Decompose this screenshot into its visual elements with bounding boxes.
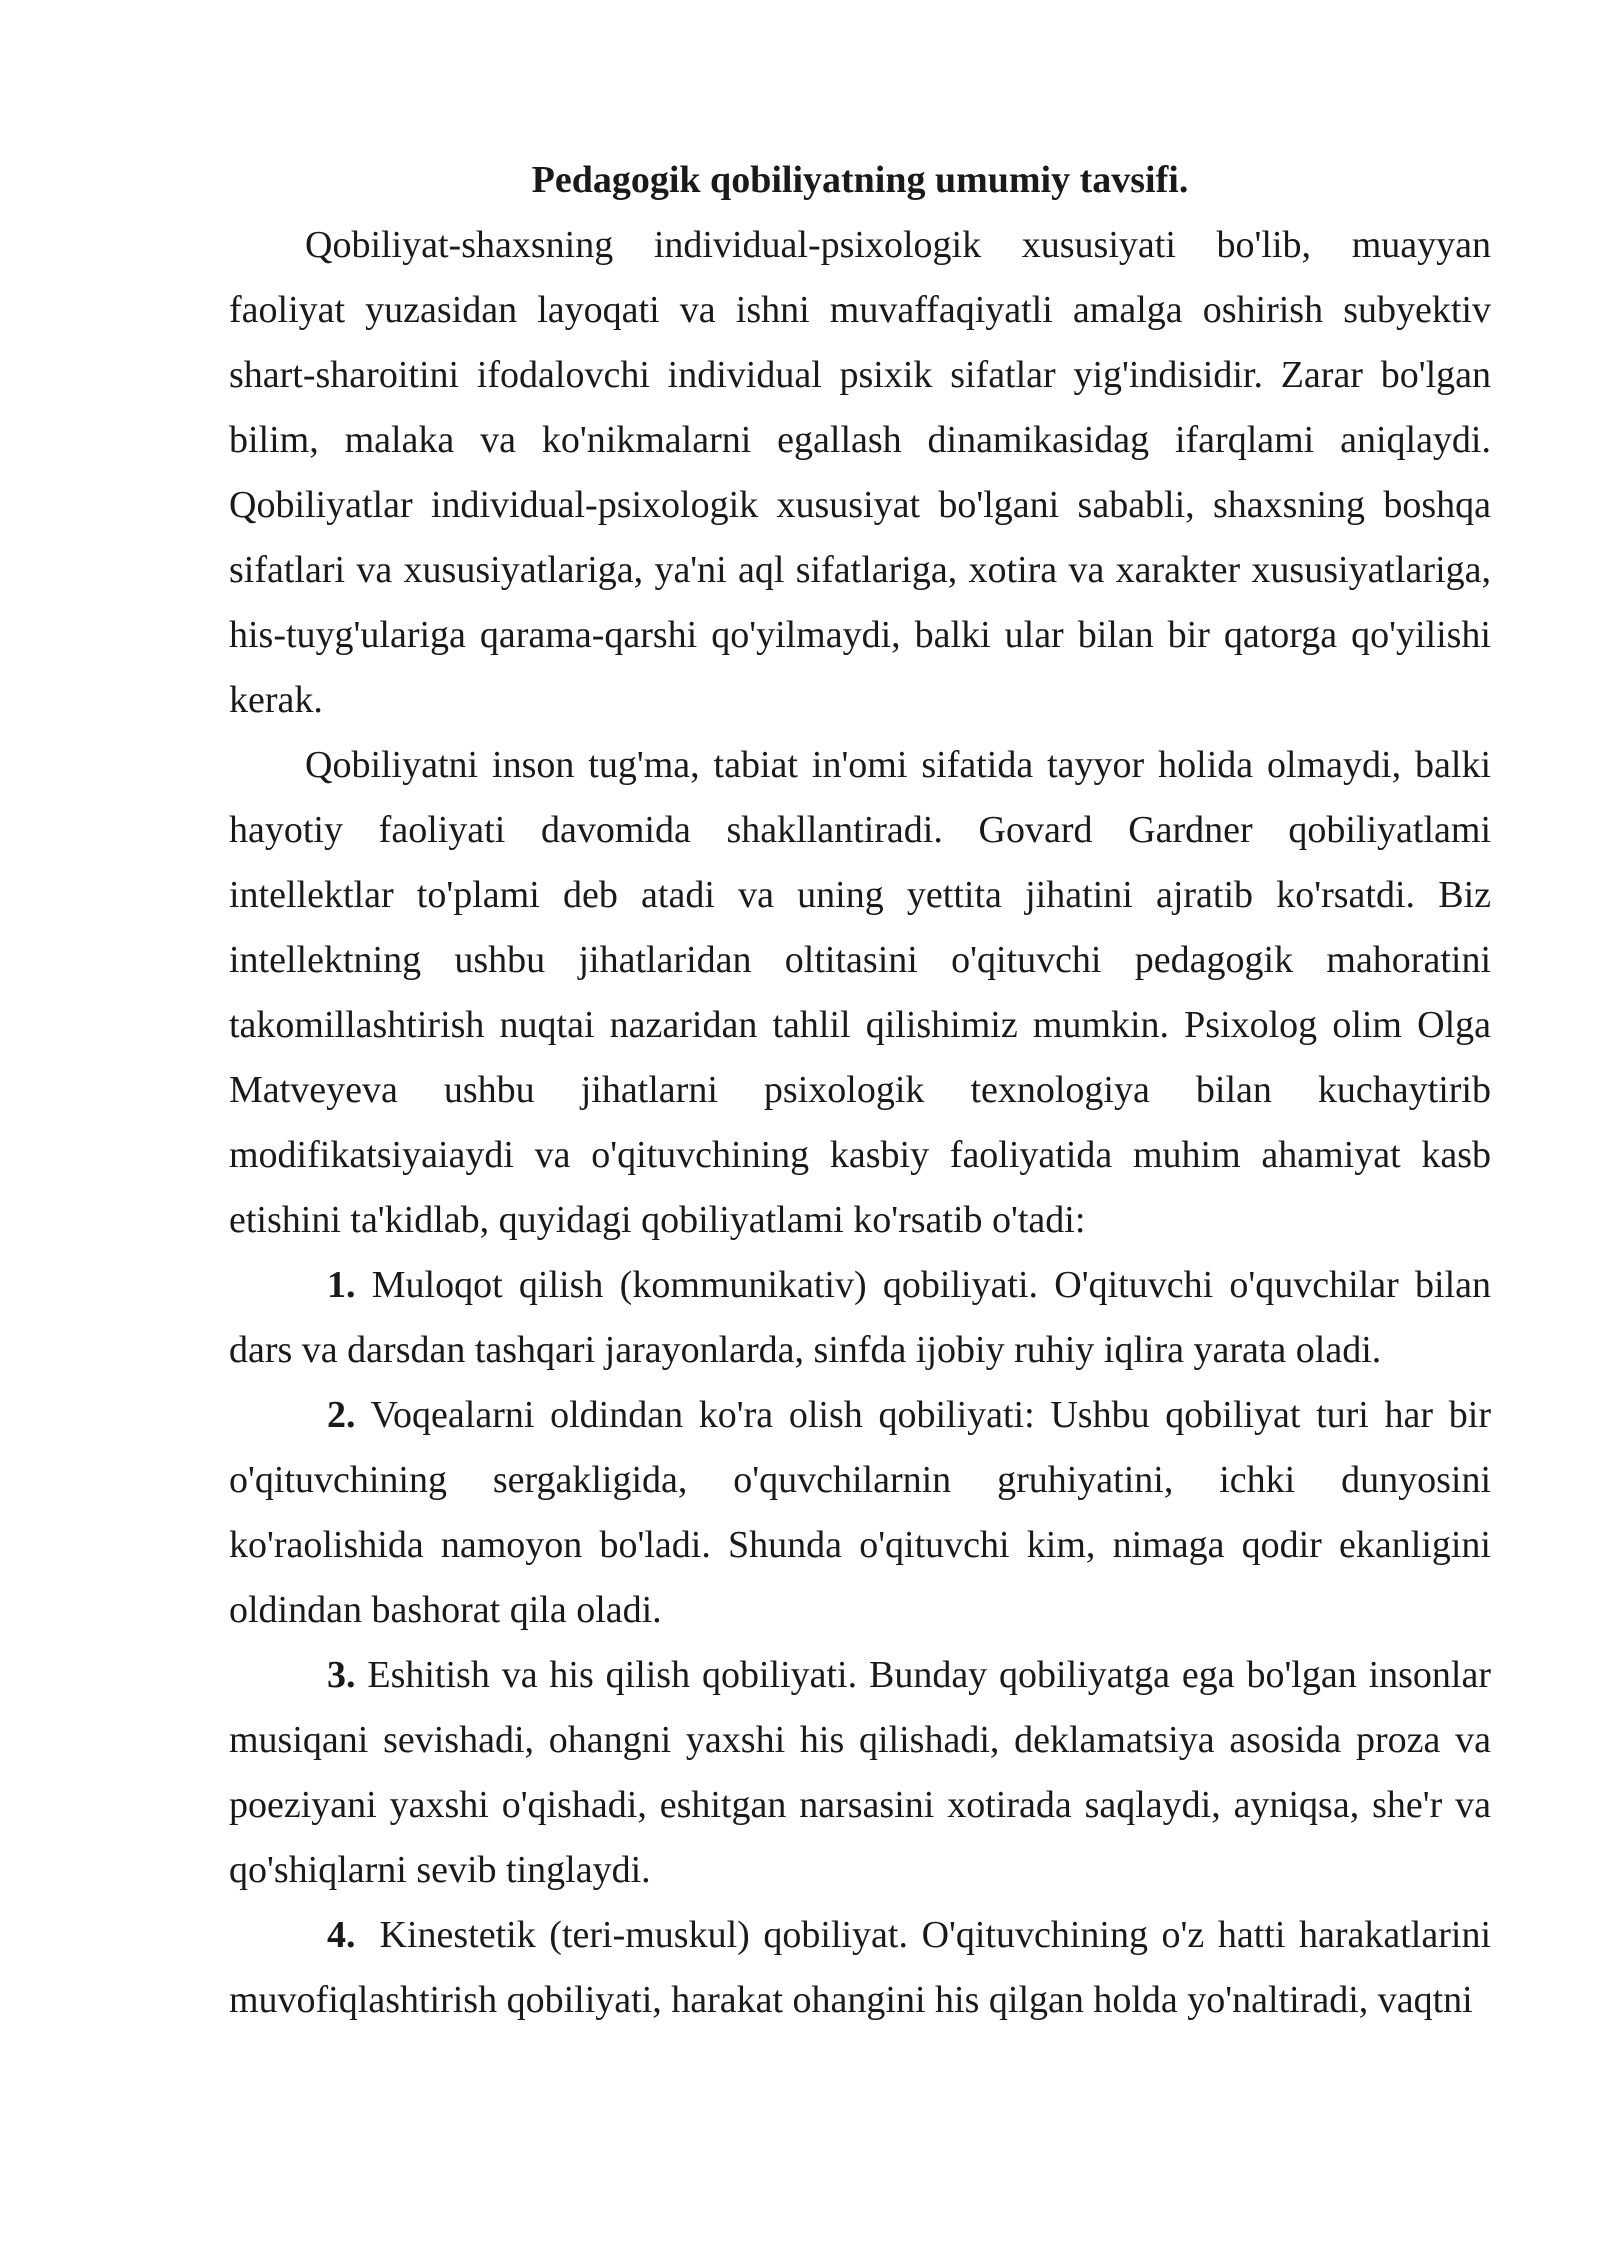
list-item-text: Kinestetik (teri-muskul) qobiliyat. O'qituvchining o'z hatti harakatlarini muvofiqlashtirish qobiliyati, harakat ohangini his qilgan holda yo'naltiradi, vaqtni (229, 1914, 1491, 2021)
list-item-number: 2. (327, 1394, 356, 1436)
list-item-foresight (229, 1383, 1491, 1643)
document-page (229, 148, 1491, 2033)
list-item-number: 1. (327, 1264, 356, 1306)
list-item-hearing (229, 1643, 1491, 1903)
list-item-number: 3. (327, 1654, 356, 1696)
document-title: Pedagogik qobiliyatning umumiy tavsifi. (531, 159, 1189, 201)
list-item-text: Eshitish va his qilish qobiliyati. Bunday qobiliyatga ega bo'lgan insonlar musiqani sevishadi, ohangni yaxshi his qilishadi, deklamatsiya asosida proza va poeziyani yaxshi o'qishadi, eshitgan narsasini xotirada saqlaydi, ayniqsa, she'r va qo'shiqlarni sevib tinglaydi. (229, 1654, 1492, 1891)
paragraph-gardner: Qobiliyatni inson tug'ma, tabiat in'omi sifatida tayyor holida olmaydi, balki hayotiy faoliyati davomida shakllantiradi. Govard Gardner qobiliyatlami intellektlar to'plami deb atadi va uning yettita jihatini ajratib ko'rsatdi. Biz intellektning ushbu jihatlaridan oltitasini o'qituvchi pedagogik mahoratini takomillashtirish nuqtai nazaridan tahlil qilishimiz mumkin. Psixolog olim Olga Matveyeva ushbu jihatlarni psixologik texnologiya bilan kuchaytirib modifikatsiyaiaydi va o'qituvchining kasbiy faoliyatida muhim ahamiyat kasb etishini ta'kidlab, quyidagi qobiliyatlami ko'rsatib o'tadi: (229, 744, 1491, 1241)
list-item-text: Muloqot qilish (kommunikativ) qobiliyati. O'qituvchi o'quvchilar bilan dars va darsdan tashqari jarayonlarda, sinfda ijobiy ruhiy iqlira yarata oladi. (229, 1264, 1491, 1371)
list-item-communicative (229, 1253, 1491, 1383)
list-item-kinesthetic (229, 1903, 1491, 2033)
list-item-text: Voqealarni oldindan ko'ra olish qobiliyati: Ushbu qobiliyat turi har bir o'qituvchining sergakligida, o'quvchilarnin gruhiyatini, ichki dunyosini ko'raolishida namoyon bo'ladi. Shunda o'qituvchi kim, nimaga qodir ekanligini oldindan bashorat qila oladi. (229, 1394, 1491, 1631)
paragraph-definition: Qobiliyat-shaxsning individual-psixologik xususiyati bo'lib, muayyan faoliyat yuzasidan layoqati va ishni muvaffaqiyatli amalga oshirish subyektiv shart-sharoitini ifodalovchi individual psixik sifatlar yig'indisidir. Zarar bo'lgan bilim, malaka va ko'nikmalarni egallash dinamikasidag ifarqlami aniqlaydi. Qobiliyatlar individual-psixologik xususiyat bo'lgani sababli, shaxsning boshqa sifatlari va xususiyatlariga, ya'ni aql sifatlariga, xotira va xarakter xususiyatlariga, his-tuyg'ulariga qarama-qarshi qo'yilmaydi, balki ular bilan bir qatorga qo'yilishi kerak. (229, 224, 1491, 721)
list-item-number: 4. (327, 1914, 356, 1956)
